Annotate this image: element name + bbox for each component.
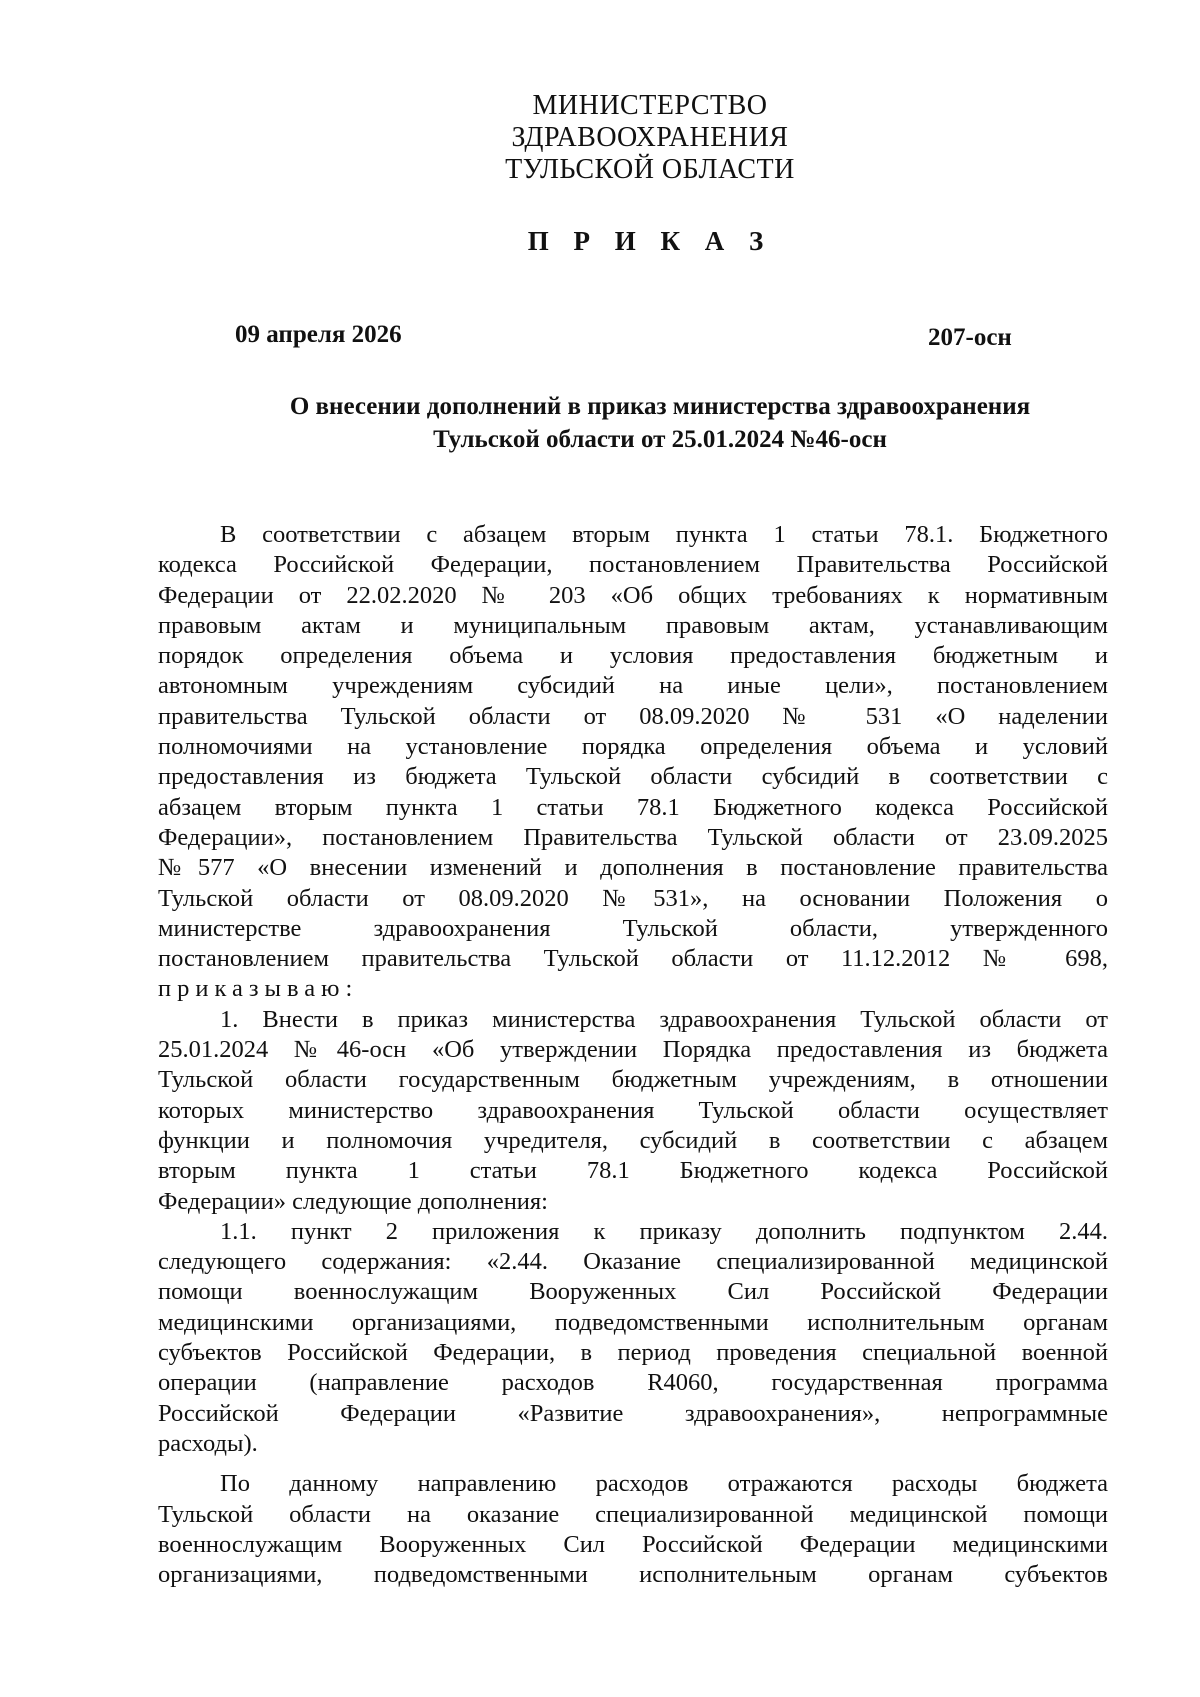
subject-line-2: Тульской области от 25.01.2024 №46-осн [433, 426, 887, 453]
ministry-line-1: МИНИСТЕРСТВО [532, 90, 768, 121]
item1-line: 25.01.2024 №46-осн «Об утверждении Порядка предоставления из бюджета [158, 1036, 1108, 1064]
item1-1-line: операции (направление расходов R4060, государственная программа [158, 1369, 1108, 1397]
preamble-line: Тульской области от 08.09.2020 №531», на основании Положения о [158, 884, 1108, 912]
item1-1-line: расходы). [158, 1429, 258, 1457]
preamble-line: предоставления из бюджета Тульской области субсидий в соответствии с [158, 763, 1108, 791]
item1-1-line: помощи военнослужащим Вооруженных Сил Российской Федерации [158, 1278, 1108, 1306]
item1-1-line: следующего содержания: «2.44. Оказание специализированной медицинской [158, 1248, 1108, 1276]
order-number: 207-осн [928, 324, 1012, 351]
order-word: приказываю: [158, 975, 359, 1003]
preamble-line: автономным учреждениям субсидий на иные цели», постановлением [158, 672, 1108, 700]
item1-line: функции и полномочия учредителя, субсидий в соответствии с абзацем [158, 1126, 1108, 1154]
preamble-line: правовым актам и муниципальным правовым актам, устанавливающим [158, 611, 1108, 639]
paragraph-gap [158, 1459, 1108, 1469]
item1-line: Тульской области государственным бюджетным учреждениям, в отношении [158, 1066, 1108, 1094]
item1-line: Федерации» следующие дополнения: [158, 1187, 548, 1215]
paragraph2-line: Тульской области на оказание специализированной медицинской помощи [158, 1500, 1108, 1528]
item1-line: которых министерство здравоохранения Тульской области осуществляет [158, 1096, 1108, 1124]
preamble-line: министерстве здравоохранения Тульской области, утвержденного [158, 914, 1108, 942]
preamble-line: Федерации», постановлением Правительства Тульской области от 23.09.2025 [158, 823, 1108, 851]
preamble-line: Федерации от 22.02.2020 № 203 «Об общих требованиях к нормативным [158, 581, 1108, 609]
preamble-line: №577 «О внесении изменений и дополнения в постановление правительства [158, 854, 1108, 882]
item1-1-line: субъектов Российской Федерации, в период проведения специальной военной [158, 1339, 1108, 1367]
item1-line: 1. Внести в приказ министерства здравоохранения Тульской области от [220, 1005, 1108, 1033]
preamble-line: кодекса Российской Федерации, постановлением Правительства Российской [158, 551, 1108, 579]
preamble-line: В соответствии с абзацем вторым пункта 1 статьи 78.1. Бюджетного [220, 521, 1108, 548]
paragraph2-line: военнослужащим Вооруженных Сил Российской Федерации медицинскими [158, 1530, 1108, 1558]
order-title: П Р И К А З [527, 226, 773, 256]
item1-line: вторым пункта 1 статьи 78.1 Бюджетного кодекса Российской [158, 1157, 1108, 1185]
preamble-line: абзацем вторым пункта 1 статьи 78.1 Бюджетного кодекса Российской [158, 793, 1108, 821]
item1-1-line: 1.1. пункт 2 приложения к приказу дополнить подпунктом 2.44. [220, 1217, 1108, 1245]
ministry-line-2: ЗДРАВООХРАНЕНИЯ [511, 122, 789, 153]
preamble-line: постановлением правительства Тульской области от 11.12.2012 № 698, [158, 945, 1108, 973]
item1-1-line: Российской Федерации «Развитие здравоохранения», непрограммные [158, 1399, 1108, 1427]
order-date: 09 апреля 2026 [235, 321, 402, 348]
order-subject [160, 390, 1160, 456]
preamble-line: порядок определения объема и условия предоставления бюджетным и [158, 642, 1108, 670]
subject-line-1: О внесении дополнений в приказ министерства здравоохранения [289, 393, 1031, 420]
paragraph2-line: организациями, подведомственными исполнительным органам субъектов [158, 1561, 1108, 1589]
order-body [158, 520, 1108, 1590]
ministry-heading [0, 90, 1200, 186]
item1-1-line: медицинскими организациями, подведомственными исполнительным органам [158, 1308, 1108, 1336]
paragraph2-line: По данному направлению расходов отражаются расходы бюджета [220, 1470, 1108, 1498]
preamble-line: полномочиями на установление порядка определения объема и условий [158, 733, 1108, 761]
preamble-line: правительства Тульской области от 08.09.2020 № 531 «О наделении [158, 702, 1108, 730]
ministry-line-3: ТУЛЬСКОЙ ОБЛАСТИ [505, 154, 795, 185]
